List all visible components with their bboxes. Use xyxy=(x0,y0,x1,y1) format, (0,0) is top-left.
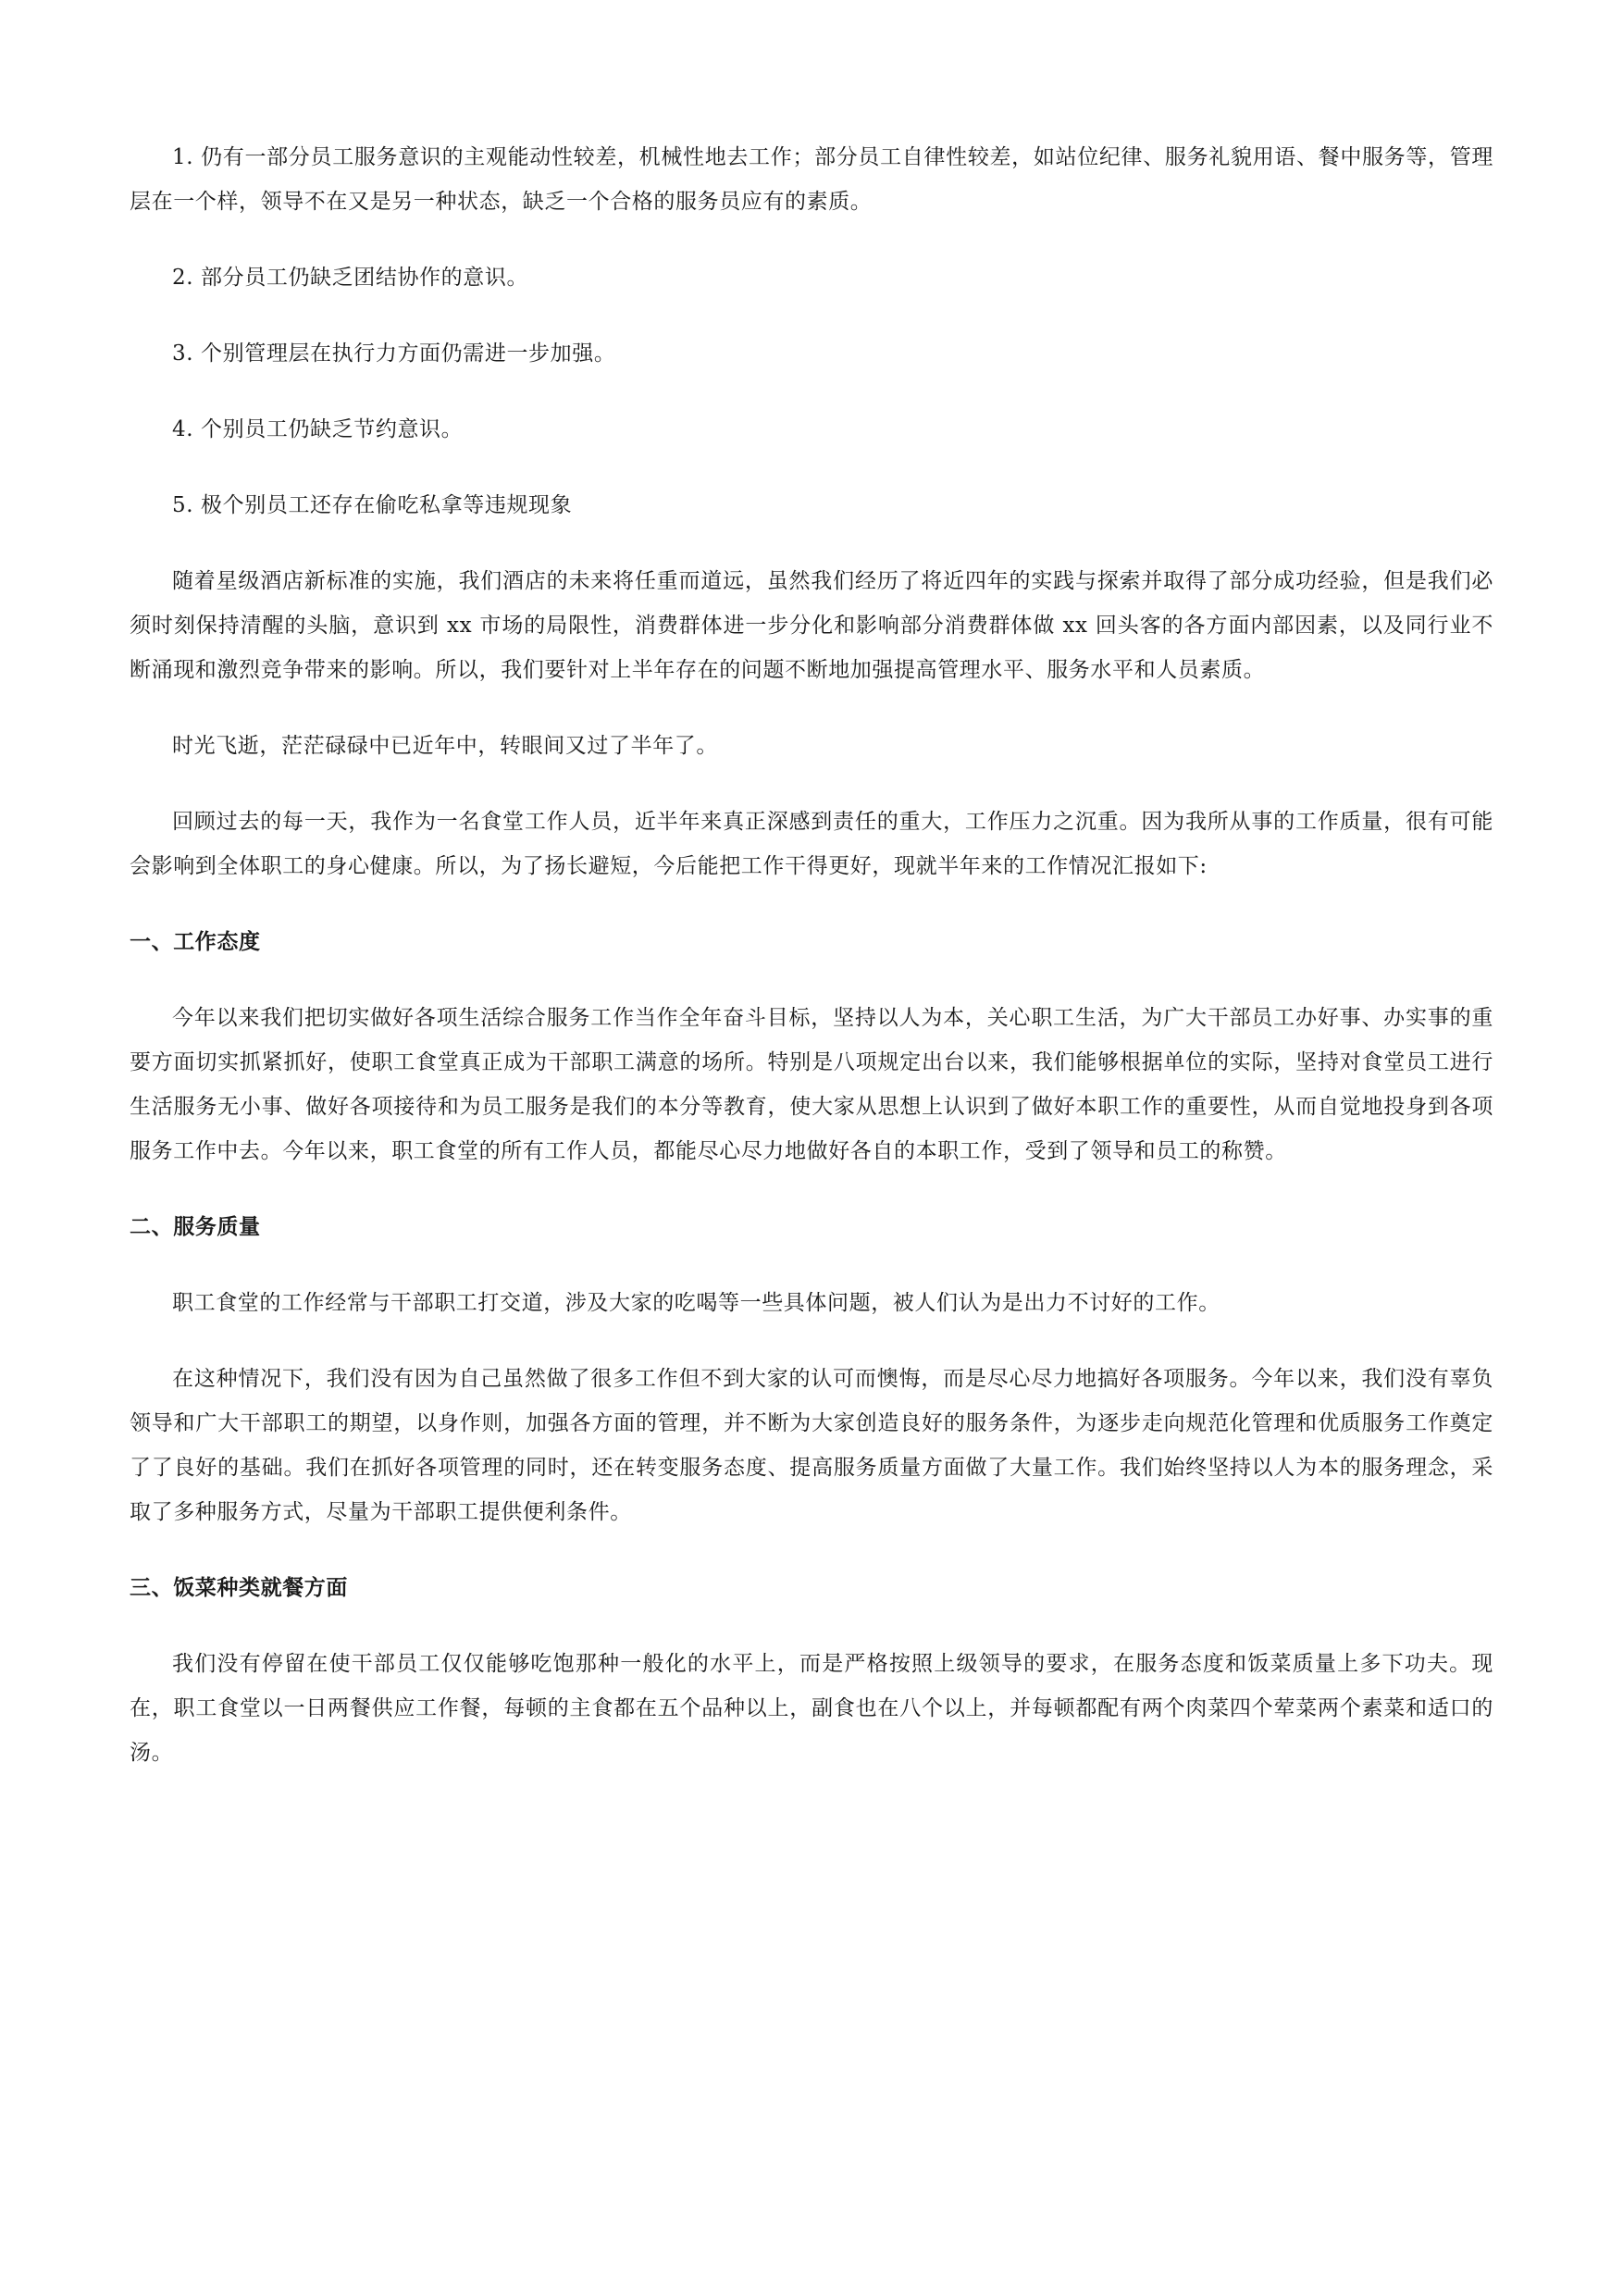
list-item: 2. 部分员工仍缺乏团结协作的意识。 xyxy=(172,266,529,290)
body-paragraph: 时光飞逝，茫茫碌碌中已近年中，转眼间又过了半年了。 xyxy=(172,734,718,758)
section-heading: 三、饭菜种类就餐方面 xyxy=(130,1576,348,1600)
body-paragraph: 职工食堂的工作经常与干部职工打交道，涉及大家的吃喝等一些具体问题，被人们认为是出力不讨好的工作。 xyxy=(172,1291,1220,1315)
body-paragraph: 在这种情况下，我们没有因为自己虽然做了很多工作但不到大家的认可而懊悔，而是尽心尽力地搞好各项服务。今年以来，我们没有辜负领导和广大干部职工的期望，以身作则，加强各方面的管理，并不断为大家创造良好的服务条件，为逐步走向规范化管理和优质服务工作奠定了了良好的基础。我们在抓好各项管理的同时，还在转变服务态度、提高服务质量方面做了大量工作。我们始终坚持以人为本的服务理念，采取了多种服务方式，尽量为干部职工提供便利条件。 xyxy=(130,1367,1493,1524)
section-heading: 一、工作态度 xyxy=(130,930,261,954)
list-item: 5. 极个别员工还存在偷吃私拿等违规现象 xyxy=(172,493,573,517)
body-paragraph: 我们没有停留在使干部员工仅仅能够吃饱那种一般化的水平上，而是严格按照上级领导的要求，在服务态度和饭菜质量上多下功夫。现在，职工食堂以一日两餐供应工作餐，每顿的主食都在五个品种以上，副食也在八个以上，并每顿都配有两个肉菜四个荤菜两个素菜和适口的汤。 xyxy=(130,1652,1493,1765)
list-item: 3. 个别管理层在执行力方面仍需进一步加强。 xyxy=(172,341,616,366)
list-item: 4. 个别员工仍缺乏节约意识。 xyxy=(172,417,464,441)
body-paragraph: 今年以来我们把切实做好各项生活综合服务工作当作全年奋斗目标，坚持以人为本，关心职工生活，为广大干部员工办好事、办实事的重要方面切实抓紧抓好，使职工食堂真正成为干部职工满意的场所。特别是八项规定出台以来，我们能够根据单位的实际，坚持对食堂员工进行生活服务无小事、做好各项接待和为员工服务是我们的本分等教育，使大家从思想上认识到了做好本职工作的重要性，从而自觉地投身到各项服务工作中去。今年以来，职工食堂的所有工作人员，都能尽心尽力地做好各自的本职工作，受到了领导和员工的称赞。 xyxy=(130,1006,1493,1163)
list-item: 1. 仍有一部分员工服务意识的主观能动性较差，机械性地去工作；部分员工自律性较差，如站位纪律、服务礼貌用语、餐中服务等，管理层在一个样，领导不在又是另一种状态，缺乏一个合格的服务员应有的素质。 xyxy=(130,145,1493,214)
section-heading: 二、服务质量 xyxy=(130,1215,261,1239)
body-paragraph: 回顾过去的每一天，我作为一名食堂工作人员，近半年来真正深感到责任的重大，工作压力之沉重。因为我所从事的工作质量，很有可能会影响到全体职工的身心健康。所以，为了扬长避短，今后能把工作干得更好，现就半年来的工作情况汇报如下: xyxy=(130,810,1493,878)
body-paragraph: 随着星级酒店新标准的实施，我们酒店的未来将任重而道远，虽然我们经历了将近四年的实践与探索并取得了部分成功经验，但是我们必须时刻保持清醒的头脑，意识到 xx 市场的局限性，消费群体进一步分化和影响部分消费群体做 xx 回头客的各方面内部因素，以及同行业不断涌现和激烈竞争带来的影响。所以，我们要针对上半年存在的问题不断地加强提高管理水平、服务水平和人员素质。 xyxy=(130,569,1493,682)
